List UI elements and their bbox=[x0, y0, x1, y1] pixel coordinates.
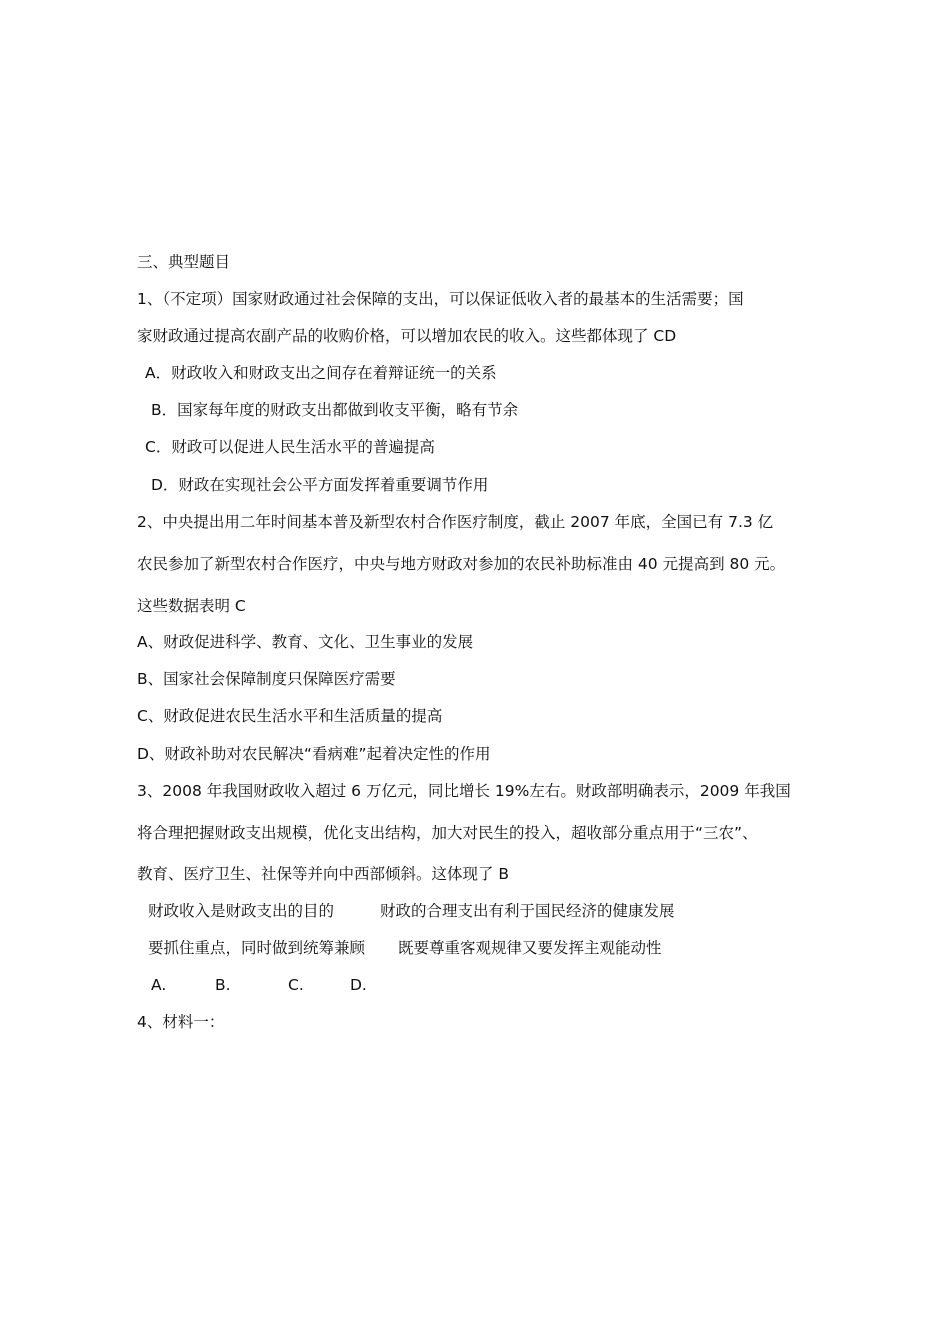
q3-line-1: 3、2008 年我国财政收入超过 6 万亿元，同比增长 19%左右。财政部明确表示，2009 年我国 bbox=[137, 782, 791, 800]
q2-line-2: 农民参加了新型农村合作医疗，中央与地方财政对参加的农民补助标准由 40 元提高到 80 元。 bbox=[137, 555, 786, 573]
q1-option-d: D．财政在实现社会公平方面发挥着重要调节作用 bbox=[151, 476, 489, 494]
q2-line-1: 2、中央提出用二年时间基本普及新型农村合作医疗制度，截止 2007 年底，全国已有 7.3 亿 bbox=[137, 513, 774, 531]
q3-statement-2: 财政的合理支出有利于国民经济的健康发展 bbox=[380, 902, 675, 920]
q1-option-c: C．财政可以促进人民生活水平的普遍提高 bbox=[145, 438, 435, 456]
section-title: 三、典型题目 bbox=[137, 253, 231, 271]
q4-line-1: 4、材料一： bbox=[137, 1013, 225, 1031]
q2-option-b: B、国家社会保障制度只保障医疗需要 bbox=[137, 670, 396, 688]
q3-choice-d: D. bbox=[350, 976, 367, 994]
q3-line-2: 将合理把握财政支出规模，优化支出结构，加大对民生的投入，超收部分重点用于“三农”、 bbox=[137, 824, 758, 842]
q3-statement-1: 财政收入是财政支出的目的 bbox=[148, 902, 335, 920]
q1-line-1: 1、（不定项）国家财政通过社会保障的支出，可以保证低收入者的最基本的生活需要；国 bbox=[137, 290, 744, 308]
q2-line-3: 这些数据表明 C bbox=[137, 597, 246, 615]
q2-option-d: D、财政补助对农民解决“看病难”起着决定性的作用 bbox=[137, 745, 491, 763]
q1-option-a: A．财政收入和财政支出之间存在着辩证统一的关系 bbox=[145, 364, 497, 382]
q3-choice-b: B. bbox=[215, 976, 231, 994]
q3-choice-a: A. bbox=[151, 976, 167, 994]
q3-choice-c: C. bbox=[288, 976, 304, 994]
q1-option-b: B．国家每年度的财政支出都做到收支平衡，略有节余 bbox=[151, 401, 519, 419]
q1-line-2: 家财政通过提高农副产品的收购价格，可以增加农民的收入。这些都体现了 CD bbox=[137, 327, 677, 345]
q3-statement-3: 要抓住重点，同时做到统筹兼顾 bbox=[148, 939, 366, 957]
q2-option-a: A、财政促进科学、教育、文化、卫生事业的发展 bbox=[137, 633, 474, 651]
q3-line-3: 教育、医疗卫生、社保等并向中西部倾斜。这体现了 B bbox=[137, 865, 510, 883]
q2-option-c: C、财政促进农民生活水平和生活质量的提高 bbox=[137, 707, 443, 725]
q3-statement-4: 既要尊重客观规律又要发挥主观能动性 bbox=[398, 939, 662, 957]
